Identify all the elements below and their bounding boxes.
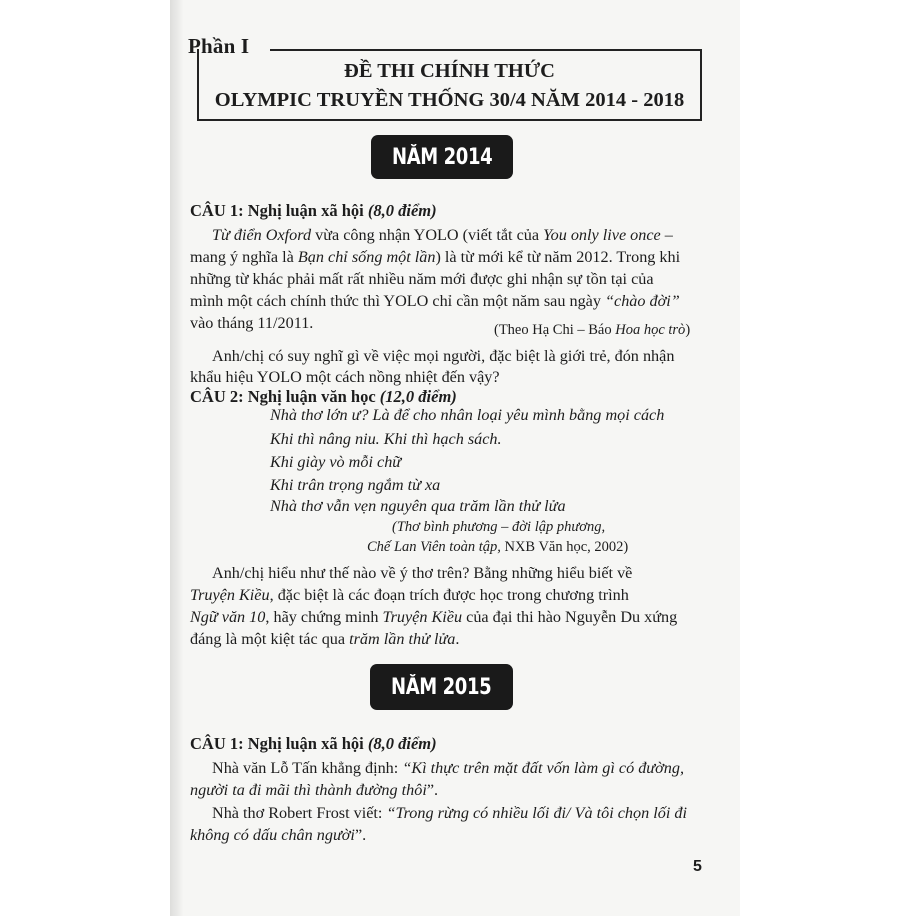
text-run: Nhà thơ Robert Frost viết: bbox=[212, 804, 387, 822]
text-italic: người ta đi mãi thì thành đường thôi bbox=[190, 781, 427, 799]
paragraph-line bbox=[212, 757, 684, 779]
paragraph-line bbox=[190, 290, 680, 312]
paragraph-line: khẩu hiệu YOLO một cách nồng nhiệt đến vậy? bbox=[190, 368, 500, 386]
text-run: đáng là một kiệt tác qua bbox=[190, 630, 350, 648]
text-run: của đại thi hào Nguyễn Du xứng bbox=[462, 608, 678, 626]
text-run: Nhà văn Lỗ Tấn khẳng định: bbox=[212, 759, 403, 777]
section-label: Phần I bbox=[188, 34, 250, 58]
text-italic: Chế Lan Viên toàn tập, bbox=[367, 539, 501, 555]
text-run: ) bbox=[685, 322, 691, 338]
text-run: , đặc biệt là các đoạn trích được học trong chương trình bbox=[269, 586, 629, 604]
question-heading-label: CÂU 1: Nghị luận xã hội bbox=[190, 734, 364, 753]
title-box bbox=[197, 49, 702, 121]
poem-source-line bbox=[367, 539, 628, 556]
paragraph-line bbox=[190, 628, 459, 650]
question-points: (12,0 điểm) bbox=[379, 387, 457, 406]
text-italic: You only live once bbox=[543, 226, 661, 244]
text-italic: “chào đời” bbox=[605, 292, 680, 310]
text-italic: không có dấu chân người bbox=[190, 826, 355, 844]
question-heading-label: CÂU 2: Nghị luận văn học bbox=[190, 387, 376, 406]
text-italic: trăm lần thử lửa bbox=[349, 630, 456, 648]
text-run: mang ý nghĩa là bbox=[190, 248, 298, 266]
question-heading bbox=[190, 734, 437, 754]
text-italic: “Trong rừng có nhiều lối đi/ Và tôi chọn lối đi bbox=[386, 804, 687, 822]
text-italic: Từ điển Oxford bbox=[212, 226, 312, 244]
poem-line: Nhà thơ lớn ư? Là để cho nhân loại yêu mình bằng mọi cách bbox=[270, 406, 665, 424]
year-badge-2015 bbox=[370, 664, 513, 710]
text-run: mình một cách chính thức thì YOLO chỉ cần một năm sau ngày bbox=[190, 292, 606, 310]
text-run: vừa công nhận YOLO (viết tắt của bbox=[311, 226, 544, 244]
paragraph-line bbox=[190, 584, 629, 606]
paragraph-line bbox=[190, 246, 680, 268]
text-run: – bbox=[660, 226, 673, 244]
text-italic: “Kì thực trên mặt đất vốn làm gì có đường, bbox=[402, 759, 685, 777]
text-italic: Truyện Kiều bbox=[190, 586, 270, 604]
poem-source-line: (Thơ bình phương – đời lập phương, bbox=[392, 519, 606, 535]
question-heading bbox=[190, 387, 457, 407]
text-run: , hãy chứng minh bbox=[265, 608, 383, 626]
question-points: (8,0 điểm) bbox=[367, 734, 437, 753]
text-run: . bbox=[455, 630, 460, 648]
poem-line: Khi trân trọng ngắm từ xa bbox=[270, 476, 441, 494]
paragraph-line bbox=[212, 802, 687, 824]
paragraph-line bbox=[212, 224, 673, 246]
title-line-1: ĐỀ THI CHÍNH THỨC bbox=[344, 60, 555, 82]
year-badge-2014-label: NĂM 2014 bbox=[391, 144, 493, 170]
poem-line: Khi giày vò mỗi chữ bbox=[270, 453, 402, 471]
text-italic: Ngữ văn 10 bbox=[190, 608, 266, 626]
page-edge-shadow bbox=[170, 0, 184, 916]
paragraph-line bbox=[190, 779, 438, 801]
title-line-2: OLYMPIC TRUYỀN THỐNG 30/4 NĂM 2014 - 2018 bbox=[214, 89, 685, 111]
question-heading bbox=[190, 201, 437, 221]
page-number: 5 bbox=[693, 858, 702, 875]
paragraph-line: vào tháng 11/2011. bbox=[190, 314, 314, 332]
text-run: ) là từ mới kể từ năm 2012. Trong khi bbox=[435, 248, 681, 266]
poem-line: Nhà thơ vẫn vẹn nguyên qua trăm lần thử lửa bbox=[270, 497, 566, 515]
year-badge-2014 bbox=[371, 135, 513, 179]
paragraph-line bbox=[190, 606, 677, 628]
text-run: NXB Văn học, 2002) bbox=[500, 539, 629, 555]
year-badge-2015-label: NĂM 2015 bbox=[391, 674, 492, 700]
question-points: (8,0 điểm) bbox=[367, 201, 437, 220]
paragraph-line: Anh/chị có suy nghĩ gì về việc mọi người, đặc biệt là giới trẻ, đón nhận bbox=[212, 347, 675, 365]
citation-source bbox=[494, 322, 690, 339]
text-italic: Bạn chỉ sống một lần bbox=[297, 248, 436, 266]
text-run: ”. bbox=[426, 781, 439, 799]
paragraph-line: Anh/chị hiểu như thế nào về ý thơ trên? Bằng những hiểu biết về bbox=[212, 564, 633, 582]
poem-line: Khi thì nâng niu. Khi thì hạch sách. bbox=[270, 430, 502, 448]
question-heading-label: CÂU 1: Nghị luận xã hội bbox=[190, 201, 364, 220]
text-italic: Truyện Kiều bbox=[382, 608, 463, 626]
text-italic: Hoa học trò bbox=[615, 322, 686, 338]
paragraph-line bbox=[190, 824, 366, 846]
text-run: ”. bbox=[354, 826, 367, 844]
text-run: (Theo Hạ Chi – Báo bbox=[494, 322, 616, 338]
paragraph-line: những từ khác phải mất rất nhiều năm mới được ghi nhận sự tồn tại của bbox=[190, 270, 654, 288]
